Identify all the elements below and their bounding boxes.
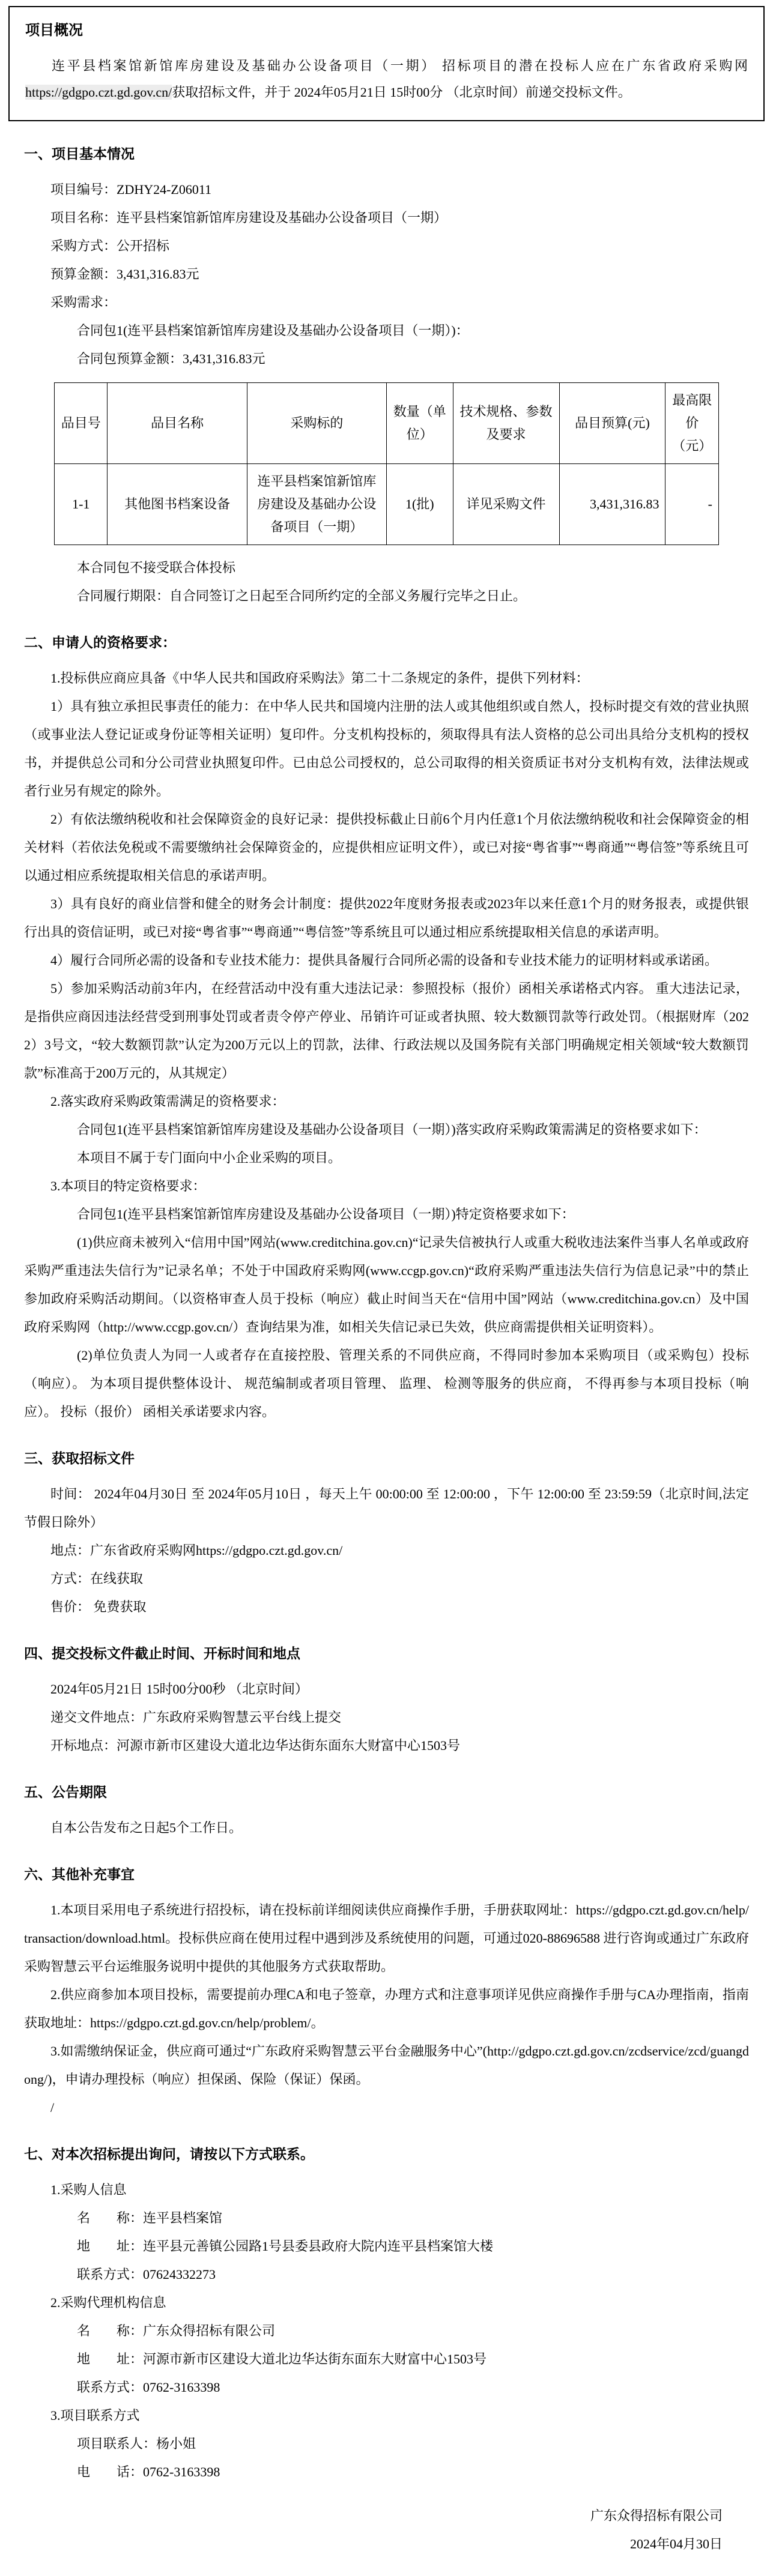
overview-intro-before-url: 连平县档案馆新馆库房建设及基础办公设备项目（一期） 招标项目的潜在投标人应在广东省政府采购网 [52,58,748,73]
buyer-address: 地 址：连平县元善镇公园路1号县委县政府大院内连平县档案馆大楼 [77,2239,494,2254]
cell-spec: 详见采购文件 [453,464,559,545]
budget-amount: 预算金额：3,431,316.83元 [50,267,199,282]
qualification-item-4: 4）履行合同所必需的设备和专业技术能力：提供具备履行合同所必需的设备和专业技术能力的证明材料或承诺函。 [50,953,718,968]
cell-item-budget: 3,431,316.83 [559,464,665,545]
agency-contact: 联系方式：0762-3163398 [77,2380,220,2395]
project-contact-person: 项目联系人：杨小姐 [77,2436,196,2451]
document-obtain-place: 地点：广东省政府采购网https://gdgpo.czt.gd.gov.cn/ [50,1543,343,1558]
cell-price-cap: - [665,464,719,545]
col-header-quantity: 数量（单位） [386,383,453,464]
table-header-row [55,383,719,464]
project-number: 项目编号：ZDHY24-Z06011 [50,182,212,197]
specific-requirement-2: (2)单位负责人为同一人或者存在直接控股、管理关系的不同供应商，不得同时参加本采购项目（或采购包）投标（响应）。 为本项目提供整体设计、 规范编制或者项目管理、 监理、 检测等服务的供应商， 不得再参与本项目投标（响应）。 投标（报价） 函相关承诺要求内容。 [24,1348,749,1419]
supplement-note-1: 1.本项目采用电子系统进行招投标，请在投标前详细阅读供应商操作手册，手册获取网址：https://gdgpo.czt.gd.gov.cn/help/transaction/download.html。投标供应商在使用过程中遇到涉及系统使用的问题，可通过020-88696588 进行咨询或通过广东政府采购智慧云平台运维服务说明中提供的其他服务方式获取帮助。 [24,1902,749,1974]
qualification-item-1: 1）具有独立承担民事责任的能力：在中华人民共和国境内注册的法人或其他组织或自然人，投标时提交有效的营业执照（或事业法人登记证或身份证等相关证明）复印件。分支机构投标的，须取得具有法人资格的总公司出具给分支机构的授权书，并提供总公司和分公司营业执照复印件。已由总公司授权的，总公司取得的相关资质证书对分支机构有效，法律法规或者行业另有规定的除外。 [24,699,749,798]
col-header-price-cap: 最高限价（元） [665,383,719,464]
procurement-items-table [54,382,719,545]
col-header-item-no: 品目号 [55,383,108,464]
project-contact-label: 3.项目联系方式 [50,2408,140,2423]
buyer-name: 名 称：连平县档案馆 [77,2210,223,2225]
contract-package-budget: 合同包预算金额：3,431,316.83元 [77,351,265,366]
supplement-note-2: 2.供应商参加本项目投标，需要提前办理CA和电子签章，办理方式和注意事项详见供应商操作手册与CA办理指南，指南获取地址：https://gdgpo.czt.gd.gov.cn/help/problem/。 [24,1987,749,2030]
qualification-intro: 1.投标供应商应具备《中华人民共和国政府采购法》第二十二条规定的条件，提供下列材料： [50,671,589,686]
col-header-item-name: 品目名称 [108,383,247,464]
no-consortium-note: 本合同包不接受联合体投标 [77,560,236,575]
signature-date: 2024年04月30日 [629,2536,723,2551]
qualification-item-5: 5）参加采购活动前3年内，在经营活动中没有重大违法记录：参照投标（报价）函相关承诺格式内容。 重大违法记录，是指供应商因违法经营受到刑事处罚或者责令停产停业、吊销许可证或者执照、较大数额罚款等行政处罚。（根据财库（2022）3号文，“较大数额罚款”认定为200万元以上的罚款，法律、行政法规以及国务院有关部门明确规定相关领域“较大数额罚款”标准高于200万元的，从其规定） [24,981,749,1081]
overview-intro-after-url: 获取招标文件，并于 2024年05月21日 15时00分 （北京时间）前递交投标文件。 [172,85,631,100]
policy-requirement-package: 合同包1(连平县档案馆新馆库房建设及基础办公设备项目（一期）)落实政府采购政策需满足的资格要求如下： [77,1122,707,1137]
qualification-item-2: 2）有依法缴纳税收和社会保障资金的良好记录：提供投标截止日前6个月内任意1个月依法缴纳税收和社会保障资金的相关材料（若依法免税或不需要缴纳社会保障资金的，应提供相应证明文件），或已对接“粤省事”“粤商通”“粤信签”等系统且可以通过相应系统提取相关信息的承诺声明。 [24,812,749,883]
agency-info-label: 2.采购代理机构信息 [50,2295,166,2310]
supplement-slash: / [50,2100,55,2115]
section2-heading: 二、申请人的资格要求： [24,635,176,650]
section7-heading: 七、对本次招标提出询问，请按以下方式联系。 [24,2147,314,2162]
procurement-method: 采购方式：公开招标 [50,238,170,253]
contract-performance-period: 合同履行期限：自合同签订之日起至合同所约定的全部义务履行完毕之日止。 [77,588,527,603]
bid-deadline: 2024年05月21日 15时00分00秒 （北京时间） [50,1682,309,1697]
col-header-spec: 技术规格、参数及要求 [453,383,559,464]
overview-intro [25,53,748,106]
signature-org: 广东众得招标有限公司 [590,2508,723,2523]
section3-heading: 三、获取招标文件 [24,1451,135,1466]
table-row [55,464,719,545]
project-name: 项目名称：连平县档案馆新馆库房建设及基础办公设备项目（一期） [50,210,447,225]
bid-submit-place: 递交文件地点：广东政府采购智慧云平台线上提交 [50,1710,342,1725]
cell-item-name: 其他图书档案设备 [108,464,247,545]
procurement-demand-label: 采购需求： [50,295,117,310]
project-contact-phone: 电 话：0762-3163398 [77,2464,220,2479]
cell-item-no: 1-1 [55,464,108,545]
policy-requirement-note: 本项目不属于专门面向中小企业采购的项目。 [77,1150,342,1165]
agency-address: 地 址：河源市新市区建设大道北边华达街东面东大财富中心1503号 [77,2351,487,2366]
cell-quantity: 1(批) [386,464,453,545]
document-price: 售价： 免费获取 [50,1599,147,1614]
procurement-site-url: https://gdgpo.czt.gd.gov.cn/ [25,85,172,100]
document-body [0,140,773,2558]
document-obtain-time: 时间： 2024年04月30日 至 2024年05月10日 ，每天上午 00:00:00 至 12:00:00 ，下午 12:00:00 至 23:59:59（北京时间,法定节假日除外） [24,1486,749,1530]
section4-heading: 四、提交投标文件截止时间、开标时间和地点 [24,1646,300,1661]
specific-requirement-heading: 3.本项目的特定资格要求： [50,1178,206,1193]
section1-heading: 一、项目基本情况 [24,146,135,161]
section6-heading: 六、其他补充事宜 [24,1867,135,1882]
buyer-contact: 联系方式：07624332273 [77,2267,216,2282]
document-obtain-method: 方式：在线获取 [50,1571,144,1586]
supplement-note-3: 3.如需缴纳保证金，供应商可通过“广东政府采购智慧云平台金融服务中心”(http://gdgpo.czt.gd.gov.cn/zcdservice/zcd/guangdong/)，申请办理投标（响应）担保函、保险（保证）保函。 [24,2044,749,2087]
announcement-period: 自本公告发布之日起5个工作日。 [50,1820,243,1835]
agency-name: 名 称：广东众得招标有限公司 [77,2323,276,2338]
policy-requirement-heading: 2.落实政府采购政策需满足的资格要求： [50,1094,285,1109]
col-header-subject: 采购标的 [247,383,386,464]
bid-opening-place: 开标地点：河源市新市区建设大道北边华达街东面东大财富中心1503号 [50,1738,461,1753]
cell-subject: 连平县档案馆新馆库房建设及基础办公设备项目（一期） [247,464,386,545]
specific-requirement-1: (1)供应商未被列入“信用中国”网站(www.creditchina.gov.cn)“记录失信被执行人或重大税收违法案件当事人名单或政府采购严重违法失信行为”记录名单；不处于中国政府采购网(www.ccgp.gov.cn)“政府采购严重违法失信行为信息记录”中的禁止参加政府采购活动期间。（以资格审查人员于投标（响应）截止时间当天在“信用中国”网站（www.creditchina.gov.cn）及中国政府采购网（http://www.ccgp.gov.cn/）查询结果为准，如相关失信记录已失效，供应商需提供相关证明资料）。 [24,1235,749,1335]
overview-title: 项目概况 [25,23,83,38]
buyer-info-label: 1.采购人信息 [50,2182,127,2197]
project-overview-box [8,6,765,121]
qualification-item-3: 3）具有良好的商业信誉和健全的财务会计制度：提供2022年度财务报表或2023年以来任意1个月的财务报表，或提供银行出具的资信证明，或已对接“粤省事”“粤商通”“粤信签”等系统且可以通过相应系统提取相关信息的承诺声明。 [24,896,749,940]
contract-package-title: 合同包1(连平县档案馆新馆库房建设及基础办公设备项目（一期）)： [77,323,469,338]
signature-block [24,2486,749,2558]
section5-heading: 五、公告期限 [24,1785,107,1800]
specific-requirement-package: 合同包1(连平县档案馆新馆库房建设及基础办公设备项目（一期）)特定资格要求如下： [77,1207,575,1222]
col-header-item-budget: 品目预算(元) [559,383,665,464]
